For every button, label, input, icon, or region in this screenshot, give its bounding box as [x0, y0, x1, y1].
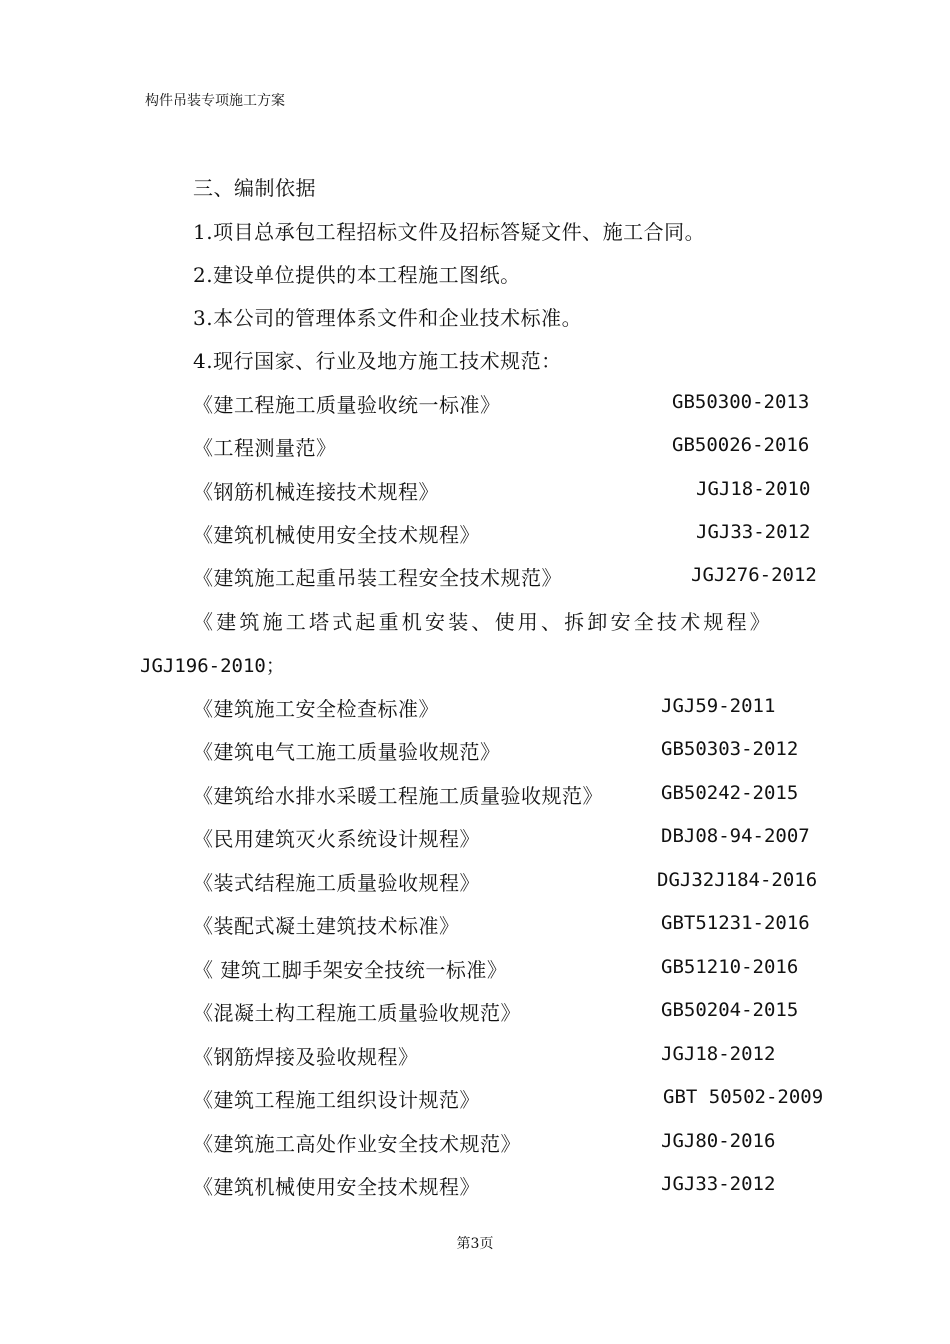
standard-title: 《装式结程施工质量验收规程》 — [193, 871, 480, 895]
standard-title: 《工程测量范》 — [193, 436, 337, 460]
basis-item-2: 2.建设单位提供的本工程施工图纸。 — [193, 263, 521, 287]
standard-code: GB50204-2015 — [661, 999, 799, 1021]
standard-title: 《建筑施工安全检查标准》 — [193, 697, 439, 721]
standard-code: JGJ59-2011 — [661, 695, 776, 717]
standard-code: GB50026-2016 — [672, 434, 810, 456]
standard-code: JGJ18-2012 — [661, 1043, 776, 1065]
standard-title: 《建工程施工质量验收统一标准》 — [193, 393, 501, 417]
basis-item-4: 4.现行国家、行业及地方施工技术规范： — [193, 349, 562, 373]
standard-code: JGJ196-2010； — [140, 655, 285, 677]
standard-code: JGJ276-2012 — [691, 564, 817, 586]
standard-code: JGJ33-2012 — [696, 521, 811, 543]
standard-title: 《钢筋机械连接技术规程》 — [193, 480, 439, 504]
standard-title: 《建筑施工塔式起重机安装、使用、拆卸安全技术规程》 — [193, 610, 773, 634]
standard-code: DBJ08-94-2007 — [661, 825, 810, 847]
page-number: 第3页 — [456, 1236, 494, 1252]
standard-code: JGJ80-2016 — [661, 1130, 776, 1152]
standard-title: 《装配式凝土建筑技术标准》 — [193, 914, 460, 938]
basis-item-3: 3.本公司的管理体系文件和企业技术标准。 — [193, 306, 583, 330]
standard-code: GB50242-2015 — [661, 782, 799, 804]
standard-title: 《建筑机械使用安全技术规程》 — [193, 1175, 480, 1199]
basis-item-1: 1.项目总承包工程招标文件及招标答疑文件、施工合同。 — [193, 220, 706, 244]
standard-code: JGJ18-2010 — [696, 478, 811, 500]
standard-title: 《建筑施工高处作业安全技术规范》 — [193, 1132, 521, 1156]
standard-code: GB51210-2016 — [661, 956, 799, 978]
standard-title: 《建筑工程施工组织设计规范》 — [193, 1088, 480, 1112]
standard-title: 《混凝土构工程施工质量验收规范》 — [193, 1001, 521, 1025]
standard-code: GB50303-2012 — [661, 738, 799, 760]
standard-title: 《建筑施工起重吊装工程安全技术规范》 — [193, 566, 562, 590]
standard-code: GBT 50502-2009 — [663, 1086, 824, 1108]
standard-code: GB50300-2013 — [672, 391, 810, 413]
standard-title: 《民用建筑灭火系统设计规程》 — [193, 827, 480, 851]
standard-code: DGJ32J184-2016 — [657, 869, 818, 891]
standard-code: JGJ33-2012 — [661, 1173, 776, 1195]
standard-title: 《建筑电气工施工质量验收规范》 — [193, 740, 501, 764]
standard-title: 《 建筑工脚手架安全技统一标准》 — [193, 958, 508, 982]
standard-title: 《建筑给水排水采暖工程施工质量验收规范》 — [193, 784, 603, 808]
standard-title: 《建筑机械使用安全技术规程》 — [193, 523, 480, 547]
standard-title: 《钢筋焊接及验收规程》 — [193, 1045, 419, 1069]
standard-code: GBT51231-2016 — [661, 912, 810, 934]
section-title: 三、编制依据 — [193, 176, 316, 200]
running-header: 构件吊装专项施工方案 — [145, 93, 285, 109]
